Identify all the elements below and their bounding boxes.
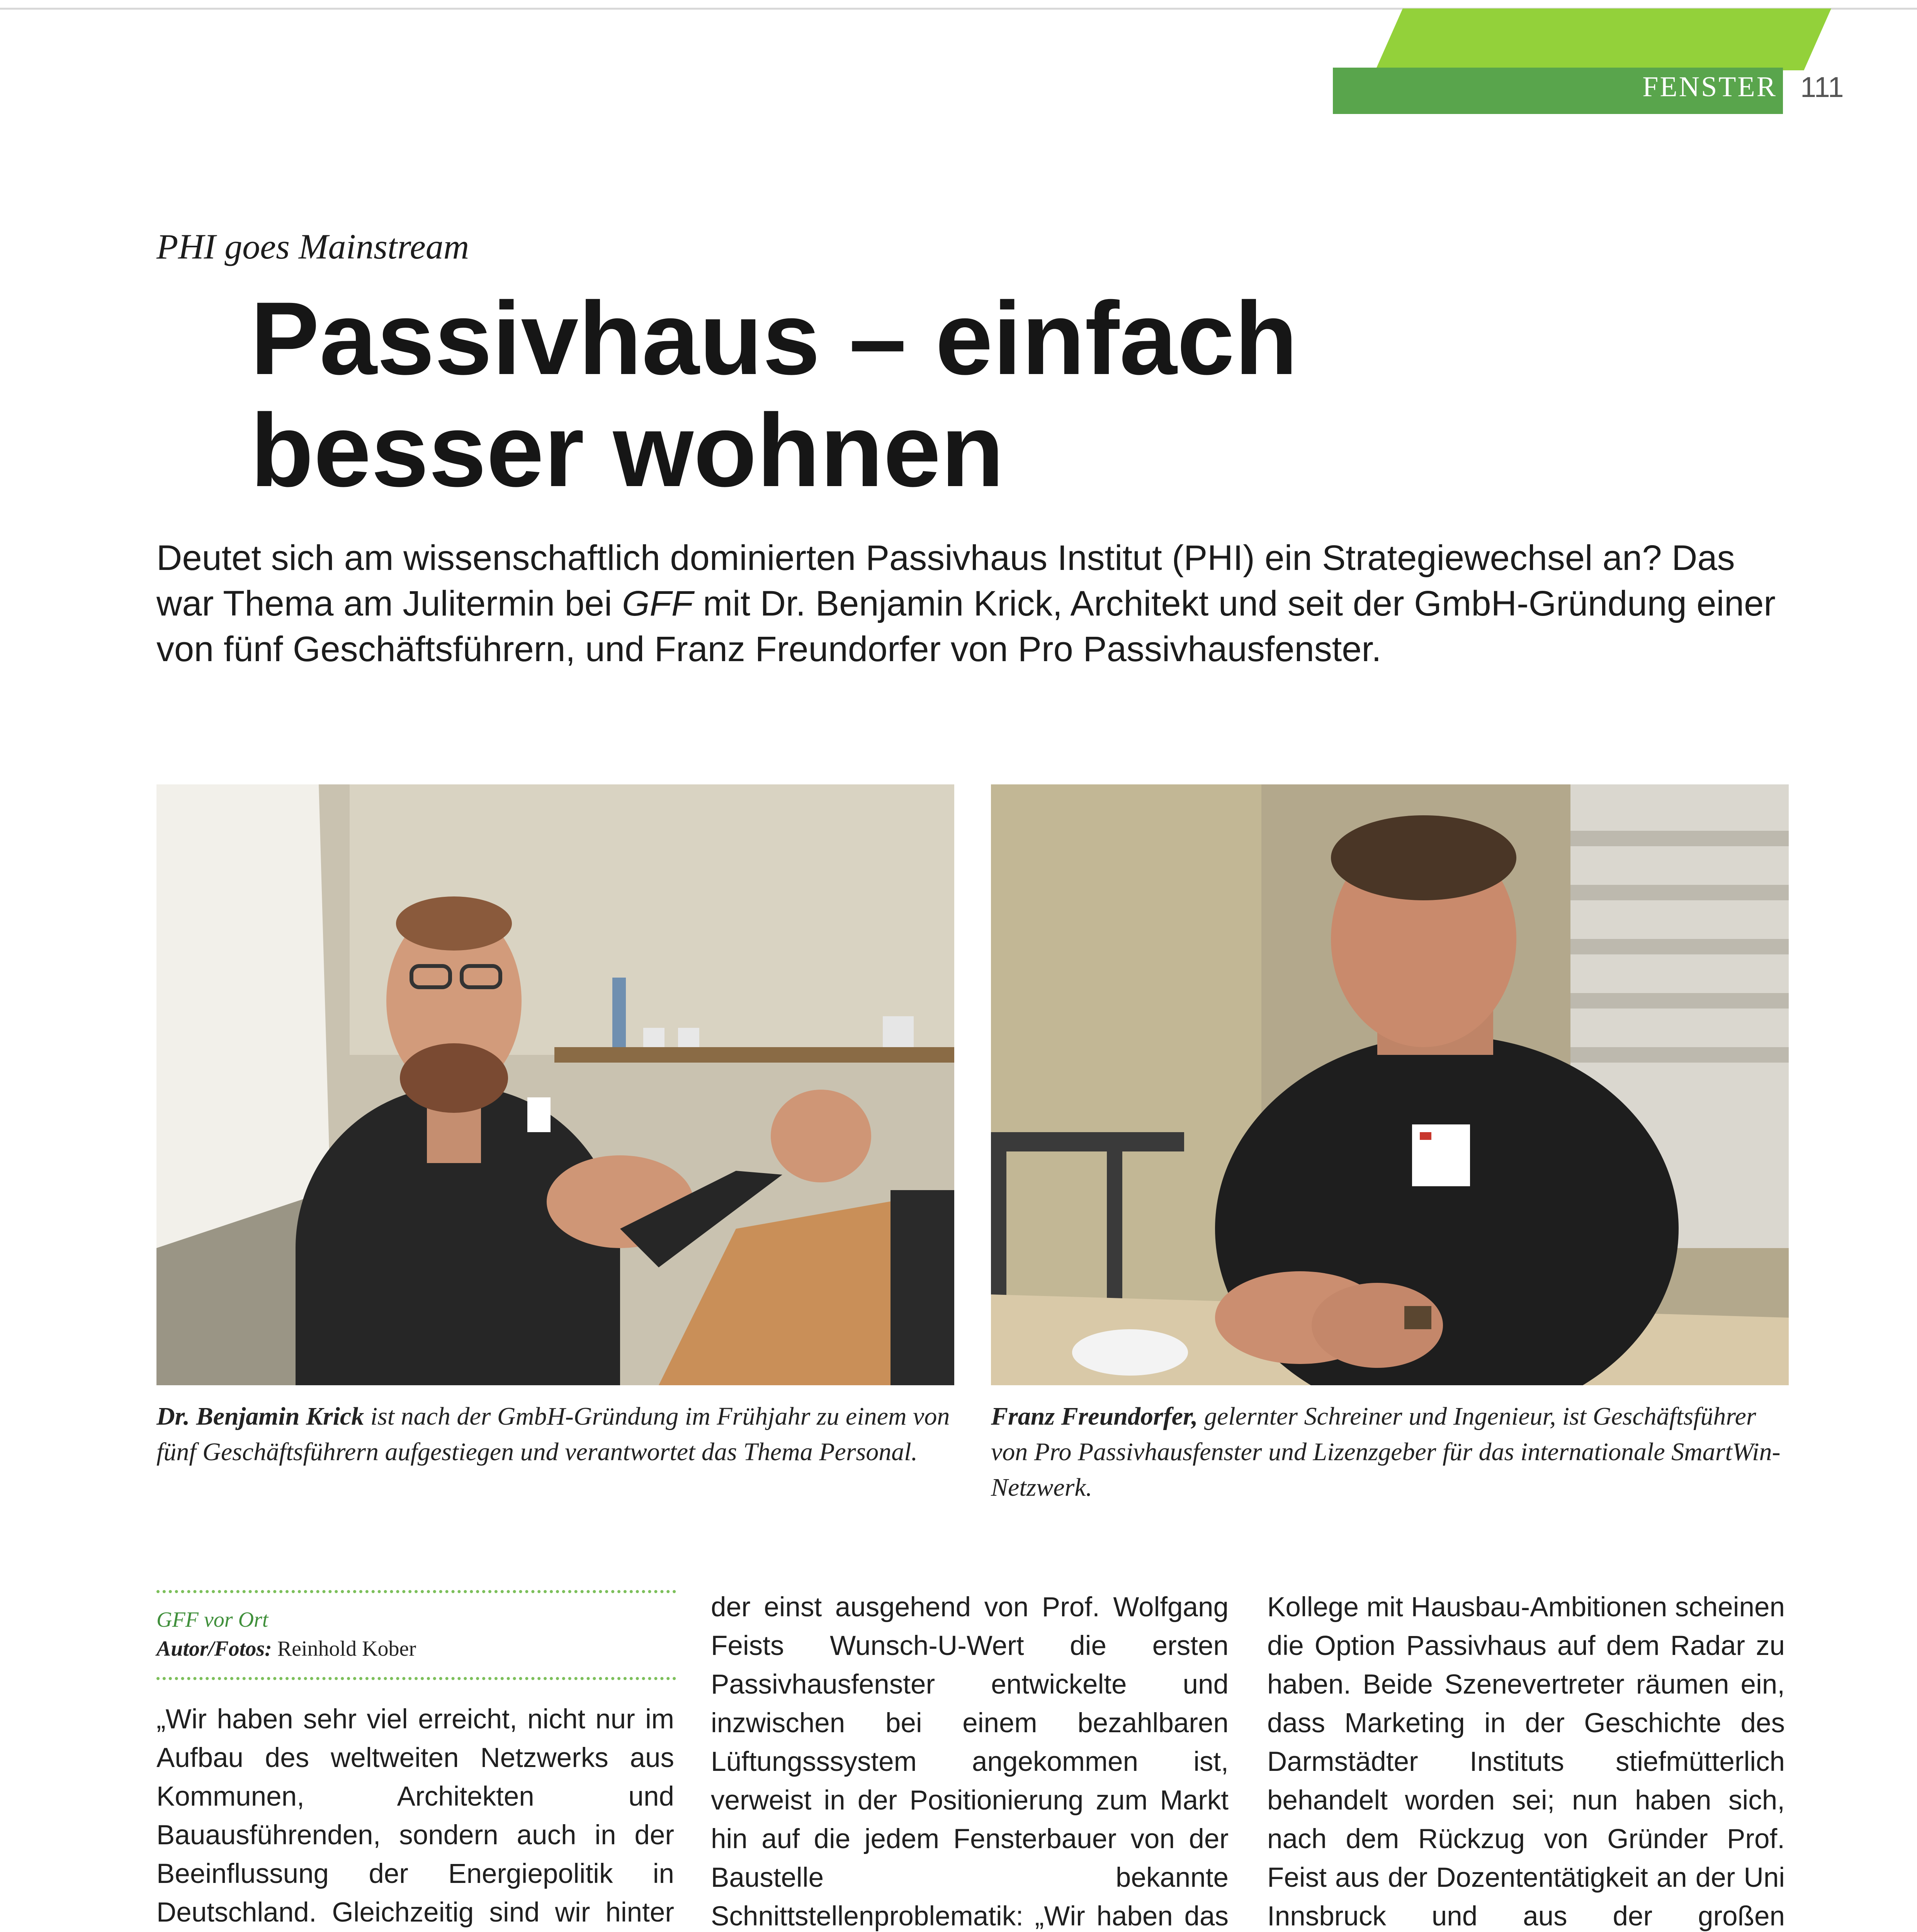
title-line-1: Passivhaus – einfach bbox=[250, 280, 1298, 396]
byline-rule-bottom bbox=[156, 1677, 676, 1680]
lead-text-2: mit Dr. Benjamin Krick, Architekt und seit der GmbH-Gründung einer von fünf Geschäftsführern, und Franz Freundorfer von Pro Passivhausfenster. bbox=[156, 584, 1776, 669]
title-line-2: besser wohnen bbox=[250, 392, 1004, 508]
photo-benjamin-krick bbox=[156, 784, 954, 1385]
caption-freundorfer-name: Franz Freundorfer, bbox=[991, 1402, 1198, 1430]
caption-krick bbox=[156, 1399, 956, 1470]
body-column-2 bbox=[711, 1588, 1229, 1932]
photo-freundorfer-illustration bbox=[991, 784, 1789, 1385]
caption-krick-name: Dr. Benjamin Krick bbox=[156, 1402, 364, 1430]
caption-krick-text: ist nach der GmbH-Gründung im Frühjahr zu einem von fünf Geschäftsführern aufgestiegen und verantwortet das Thema Personal. bbox=[156, 1402, 950, 1466]
article-kicker: PHI goes Mainstream bbox=[156, 227, 469, 266]
article-title bbox=[250, 282, 1641, 506]
byline-rubric: GFF vor Ort bbox=[156, 1608, 269, 1632]
body-paragraph: der einst ausgehend von Prof. Wolfgang Feists Wunsch-U-Wert die ersten Passivhausfenster entwickelte und inzwischen bei einem bezahlbaren Lüftungsssystem angekommen ist, verweist in der Positionierung zum Markt hin auf die jedem Fensterbauer von der Baustelle bekannte Schnittstellenproblematik: „Wir haben das bbox=[711, 1592, 1229, 1932]
caption-freundorfer-text: gelernter Schreiner und Ingenieur, ist Geschäftsführer von Pro Passivhausfenster und Lizenzgeber für das internationale SmartWin-Netzwerk. bbox=[991, 1402, 1781, 1502]
byline-author bbox=[156, 1636, 416, 1661]
author-label: Autor/Fotos: bbox=[156, 1637, 272, 1661]
body-paragraph: Kollege mit Hausbau-Ambitionen scheinen die Option Passivhaus auf dem Radar zu haben. Beide Szenevertreter räumen ein, dass Marketing in der Geschichte des Darmstädter Instituts stiefmütterlich behandelt worden sei; nun haben sich, nach dem Rückzug von Gründer Prof. Feist aus der Dozententätigkeit an der Uni Innsbruck und aus der großen bbox=[1267, 1592, 1785, 1932]
body-paragraph: „Wir haben sehr viel erreicht, nicht nur im Aufbau des weltweiten Netzwerks aus Kommunen, Architekten und Bauausführenden, sondern auch in der Beeinflussung der Energiepolitik in Deutschland. Gleichzeitig sind wir hinter bbox=[156, 1704, 674, 1928]
lead-magazine-name: GFF bbox=[622, 584, 693, 623]
caption-freundorfer bbox=[991, 1399, 1791, 1505]
lead-text-1: Deutet sich am wissenschaftlich dominierten Passivhaus Institut (PHI) ein Strategiewechsel an? Das war Thema am Julitermin bei bbox=[156, 538, 1735, 623]
body-column-1 bbox=[156, 1700, 674, 1932]
article-lead bbox=[156, 535, 1798, 672]
body-column-3 bbox=[1267, 1588, 1785, 1932]
page-number: 111 bbox=[1800, 71, 1844, 103]
photo-krick-illustration bbox=[156, 784, 954, 1385]
author-name: Reinhold Kober bbox=[272, 1637, 416, 1661]
photo-franz-freundorfer bbox=[991, 784, 1789, 1385]
section-label: FENSTER bbox=[1642, 71, 1777, 103]
section-tab-accent bbox=[1375, 9, 1831, 70]
byline-rule-top bbox=[156, 1590, 676, 1593]
